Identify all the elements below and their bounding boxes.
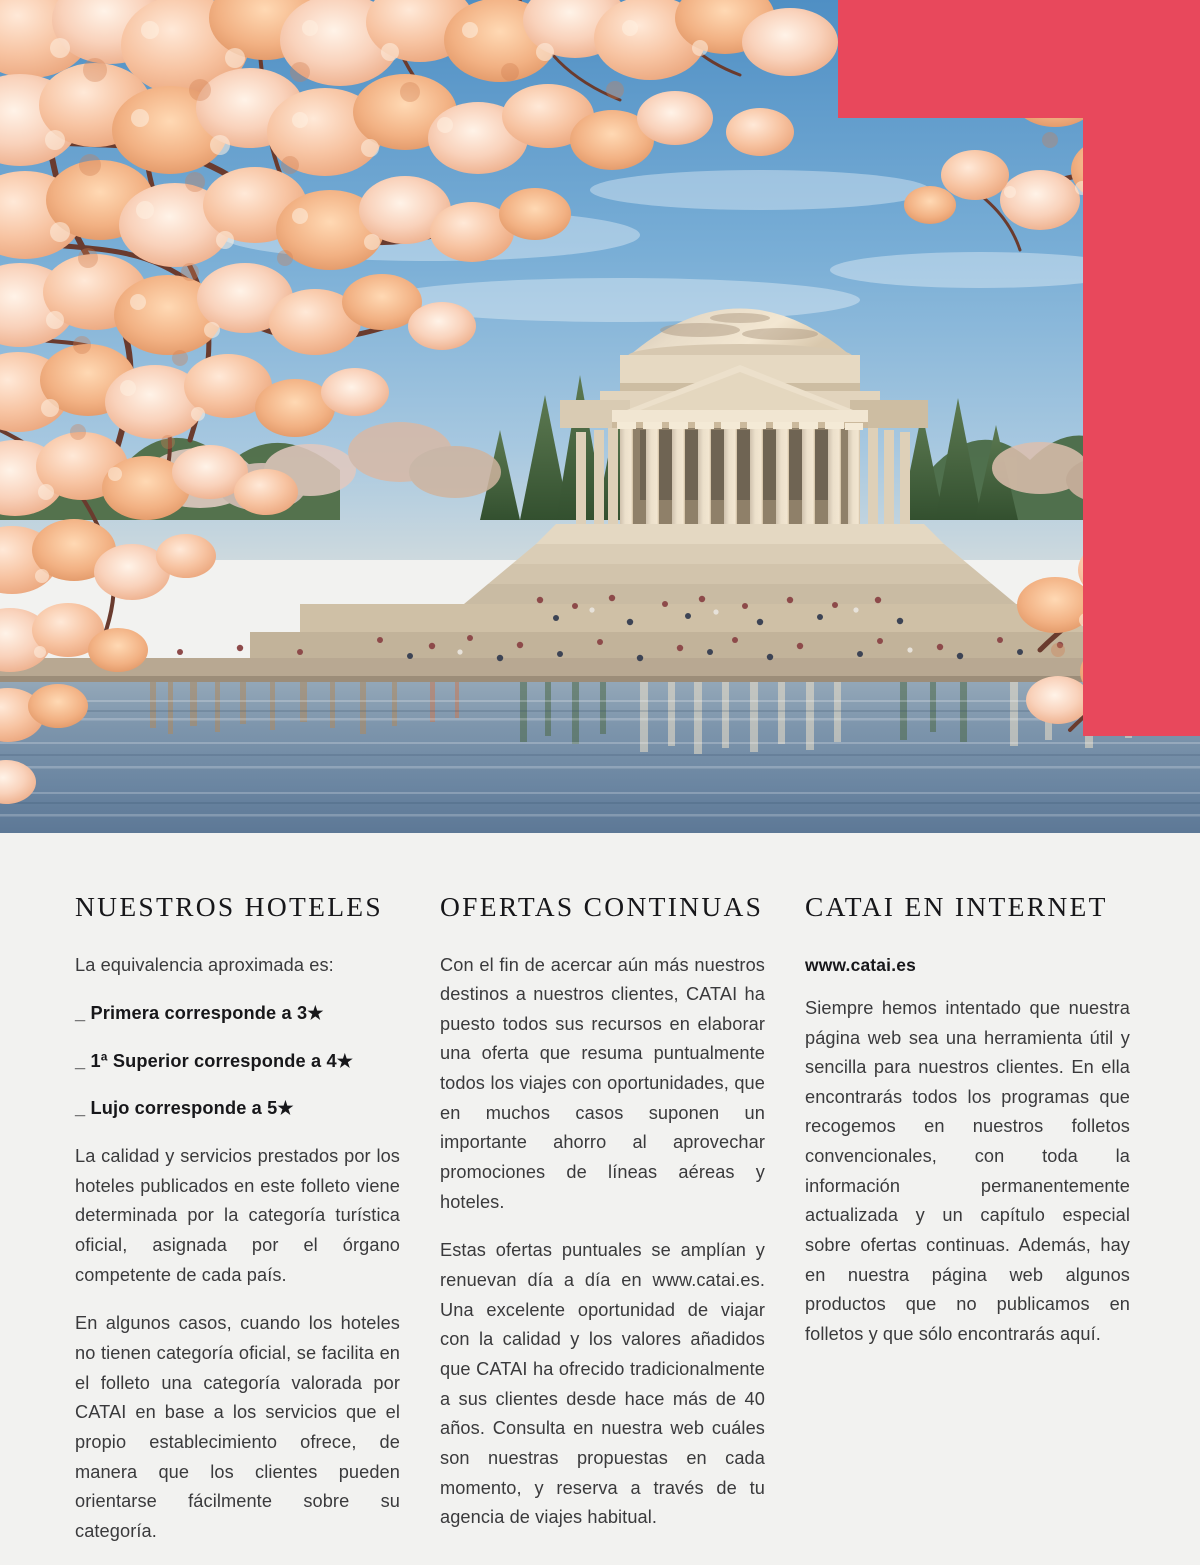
three-column-layout	[75, 893, 1130, 1547]
content-section	[0, 833, 1200, 1565]
hotels-paragraph-2: En algunos casos, cuando los hoteles no tienen categoría oficial, se facilita en el folleto una categoría valorada por CATAI en base a los servicios que el propio establecimiento ofrece, de manera que los clientes pueden orientarse fácilmente sobre su categoría.	[75, 1313, 400, 1541]
hotels-paragraph-1: La calidad y servicios prestados por los hoteles publicados en este folleto viene determinada por la categoría turística oficial, asignada por el órgano competente de cada país.	[75, 1146, 400, 1285]
hotels-lead-text: La equivalencia aproximada es:	[75, 954, 334, 975]
offers-paragraph-1: Con el fin de acercar aún más nuestros destinos a nuestros clientes, CATAI ha puesto todos sus recursos en elaborar una oferta que resuma puntualmente todos los viajes con oportunidades, que en muchos casos suponen un importante ahorro al aprovechar promociones de líneas aéreas y hoteles.	[440, 954, 765, 1212]
hotel-rating-item-superior: _ 1ª Superior corresponde a 4★	[75, 1050, 354, 1071]
accent-block-right-strip	[1083, 118, 1200, 736]
hotel-rating-item-lujo: _ Lujo corresponde a 5★	[75, 1098, 294, 1119]
accent-block-top-right	[838, 0, 1200, 118]
column-ofertas-continuas	[440, 893, 765, 1547]
column-catai-en-internet	[805, 893, 1130, 1547]
column-nuestros-hoteles	[75, 893, 400, 1547]
catai-website-url[interactable]: www.catai.es	[805, 954, 916, 975]
heading-nuestros-hoteles: NUESTROS HOTELES	[75, 891, 383, 922]
offers-paragraph-2: Estas ofertas puntuales se amplían y renuevan día a día en www.catai.es. Una excelente oportunidad de viajar con la calidad y los valores añadidos que CATAI ha ofrecido tradicionalmente a sus clientes desde hace más de 40 años. Consulta en nuestra web cuáles son nuestras propuestas en cada momento, y reserva a través de tu agencia de viajes habitual.	[440, 1240, 765, 1528]
internet-paragraph-1: Siempre hemos intentado que nuestra página web sea una herramienta útil y sencilla para nuestros clientes. En ella encontrarás todos los programas que recogemos en nuestros folletos convencionales, con toda la información permanentemente actualizada y un capítulo especial sobre ofertas continuas. Además, hay en nuestra página web algunos productos que no publicamos en folletos y que sólo encontrarás aquí.	[805, 997, 1130, 1345]
heading-ofertas-continuas: OFERTAS CONTINUAS	[440, 891, 764, 922]
hotel-rating-item-primera: _ Primera corresponde a 3★	[75, 1003, 324, 1024]
heading-catai-en-internet: CATAI EN INTERNET	[805, 891, 1108, 922]
